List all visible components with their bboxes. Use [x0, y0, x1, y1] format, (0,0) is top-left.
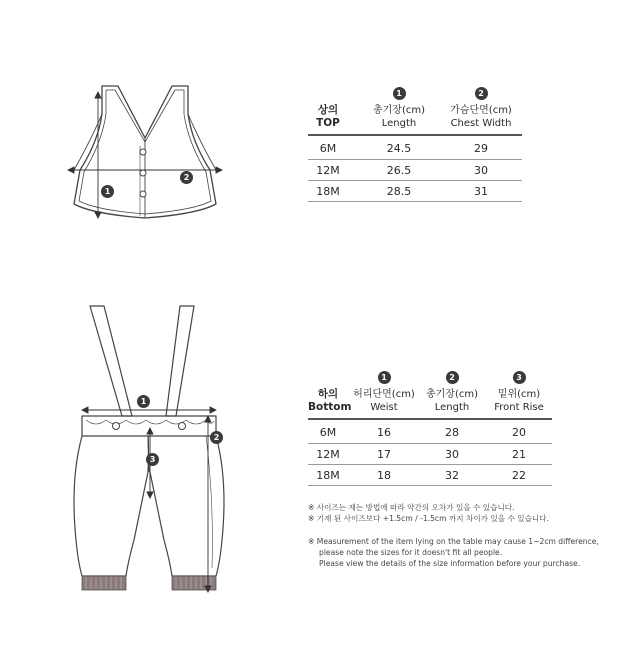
table-row	[308, 444, 552, 464]
bottom-col-rise	[486, 371, 552, 415]
top-col-1-en: Length	[381, 118, 417, 129]
vest-marker-2: 2	[180, 171, 193, 184]
top-col-2-en: Chest Width	[450, 118, 512, 129]
size-label: 18M	[316, 184, 340, 198]
bottom-col-3-marker: 3	[513, 371, 526, 384]
table-row	[308, 465, 552, 485]
bottom-col-2-en: Length	[434, 402, 470, 413]
cell-chest: 29	[474, 141, 488, 155]
bottom-label	[308, 388, 352, 414]
vest-marker-1: 1	[101, 185, 114, 198]
bottom-header-rule	[308, 418, 552, 420]
overall-marker-3: 3	[146, 453, 159, 466]
top-col-length	[358, 87, 440, 131]
cell-length: 26.5	[386, 163, 412, 177]
cell-rise: 20	[512, 425, 526, 439]
size-label: 12M	[316, 447, 340, 461]
row-divider	[308, 485, 552, 486]
top-size-table	[308, 84, 522, 204]
bottom-size-table	[308, 368, 552, 488]
top-col-chest	[440, 87, 522, 131]
note-ko-1: ※ 사이즈는 재는 방법에 따라 약간의 오차가 있을 수 있습니다.	[308, 503, 515, 512]
size-label: 12M	[316, 163, 340, 177]
top-col-1-marker: 1	[393, 87, 406, 100]
top-col-1-ko: 총기장(cm)	[372, 105, 426, 116]
bottom-col-1-marker: 1	[378, 371, 391, 384]
bottom-col-length	[418, 371, 486, 415]
bottom-label-ko: 하의	[317, 388, 339, 400]
cell-length: 28.5	[386, 184, 412, 198]
table-row	[308, 138, 522, 158]
cell-length: 32	[445, 468, 459, 482]
note-en-3: Please view the details of the size information before your purchase.	[319, 559, 581, 568]
size-notes-en	[308, 536, 599, 569]
bottom-col-1-en: Weist	[370, 402, 398, 413]
cell-chest: 31	[474, 184, 488, 198]
cell-length: 24.5	[386, 141, 412, 155]
bottom-header-row	[308, 368, 552, 414]
top-label-ko: 상의	[317, 104, 339, 116]
cell-waist: 18	[377, 468, 391, 482]
overall-illustration	[66, 300, 236, 600]
bottom-col-3-en: Front Rise	[494, 402, 544, 413]
top-col-2-marker: 2	[475, 87, 488, 100]
note-en-1: ※ Measurement of the item lying on the table may cause 1~2cm difference,	[308, 537, 599, 546]
size-notes-ko	[308, 502, 549, 524]
top-label	[308, 104, 348, 130]
note-ko-2: ※ 기재 된 사이즈보다 +1.5cm / -1.5cm 까지 차이가 있을 수 있습니다.	[308, 514, 549, 523]
bottom-label-en: Bottom	[308, 401, 352, 413]
table-row	[308, 422, 552, 442]
cell-rise: 21	[512, 447, 526, 461]
table-row	[308, 181, 522, 201]
overall-marker-1: 1	[137, 395, 150, 408]
cell-rise: 22	[512, 468, 526, 482]
cell-chest: 30	[474, 163, 488, 177]
table-row	[308, 160, 522, 180]
size-label: 18M	[316, 468, 340, 482]
bottom-col-3-ko: 밑위(cm)	[497, 389, 541, 400]
size-label: 6M	[319, 141, 337, 155]
bottom-col-2-marker: 2	[446, 371, 459, 384]
top-header-row	[308, 84, 522, 130]
top-header-rule	[308, 134, 522, 136]
overall-marker-2: 2	[210, 431, 223, 444]
cell-waist: 17	[377, 447, 391, 461]
cell-length: 30	[445, 447, 459, 461]
top-label-en: TOP	[316, 117, 340, 129]
bottom-col-waist	[350, 371, 418, 415]
cell-length: 28	[445, 425, 459, 439]
top-col-2-ko: 가슴단면(cm)	[450, 105, 512, 116]
size-label: 6M	[319, 425, 337, 439]
note-en-2: please note the sizes for it doesn't fit all people.	[319, 548, 503, 557]
bottom-col-2-ko: 총기장(cm)	[425, 389, 479, 400]
row-divider	[308, 201, 522, 202]
vest-illustration	[60, 80, 230, 230]
cell-waist: 16	[377, 425, 391, 439]
bottom-col-1-ko: 허리단면(cm)	[353, 389, 415, 400]
